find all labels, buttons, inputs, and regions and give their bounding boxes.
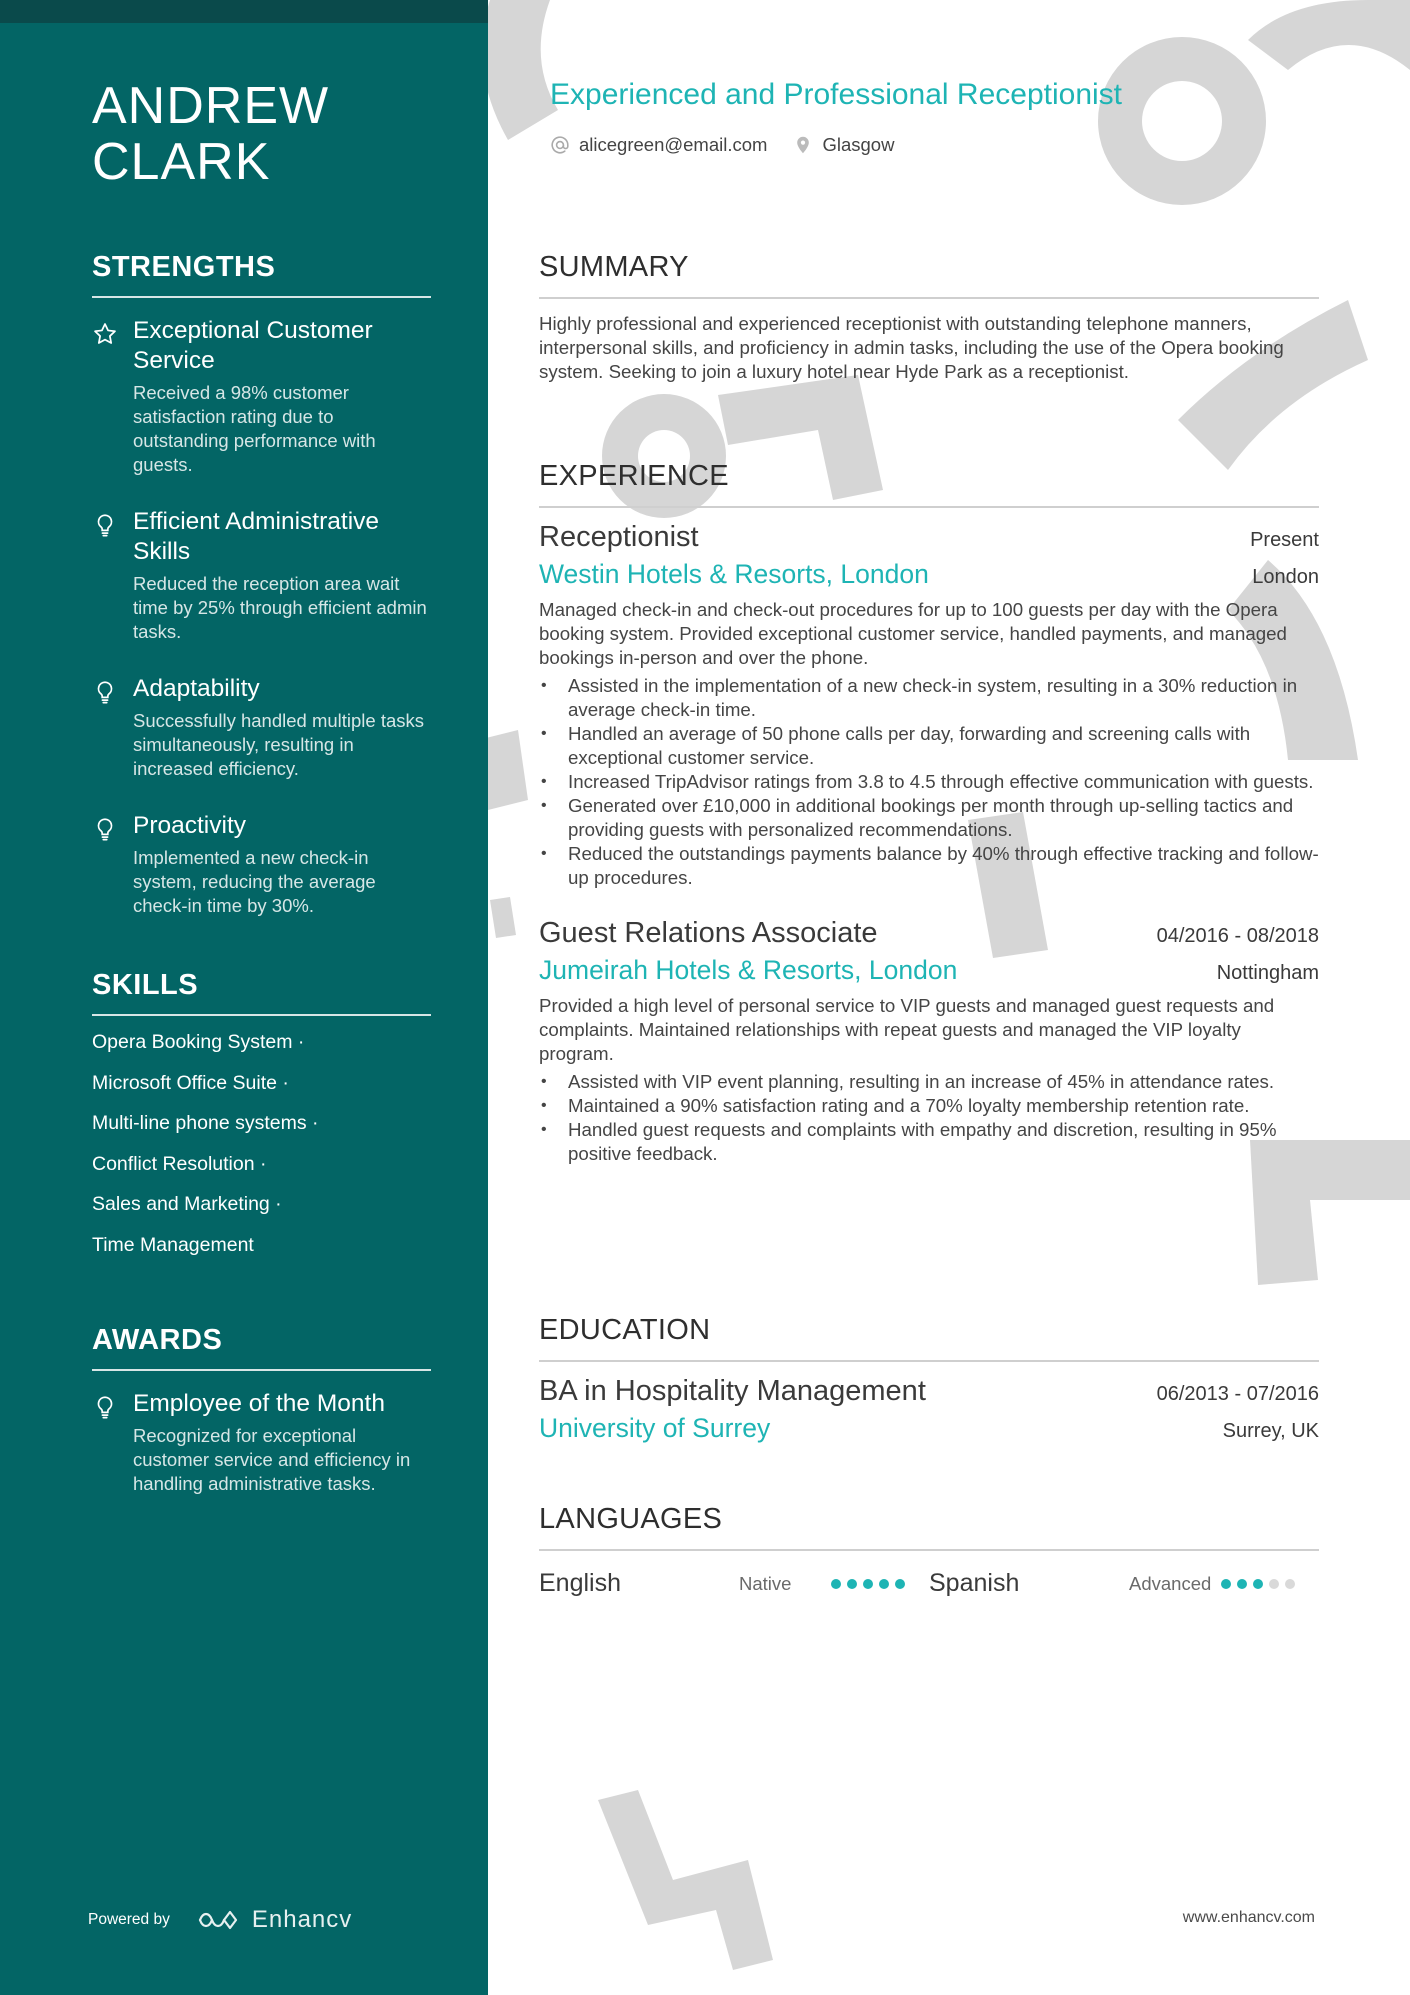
lightbulb-icon <box>92 512 118 538</box>
summary-text: Highly professional and experienced receptionist with outstanding telephone manners, interpersonal skills, and proficiency in admin tasks, including the use of the Opera booking system. Seeking to join a luxury hotel near Hyde Park as a receptionist. <box>539 313 1284 382</box>
deco-shape-hole <box>1142 81 1222 161</box>
skill-item: Microsoft Office Suite · <box>92 1071 289 1094</box>
awards-section <box>92 1323 431 1496</box>
achievement-item: • Increased TripAdvisor ratings from 3.8 to 4.5 through effective communication with guests. <box>539 770 1319 794</box>
strength-description: Successfully handled multiple tasks simultaneously, resulting in increased efficiency. <box>133 710 425 779</box>
location-text: Glasgow <box>822 134 895 155</box>
language-rating <box>1221 1579 1301 1589</box>
achievement-item: • Generated over £10,000 in additional bookings per month through up-selling tactics and providing guests with personalized recommendations. <box>539 794 1319 842</box>
strengths-section <box>92 250 431 918</box>
strength-item <box>92 507 431 644</box>
job-company: Westin Hotels & Resorts, London <box>539 559 929 589</box>
job-achievements <box>539 674 1319 890</box>
sidebar-top-band <box>0 0 488 23</box>
skill-item: Time Management <box>92 1233 254 1256</box>
job-entry <box>539 518 1319 890</box>
achievement-item: • Maintained a 90% satisfaction rating and a 70% loyalty membership retention rate. <box>539 1094 1319 1118</box>
summary-title: SUMMARY <box>539 250 1319 299</box>
deco-shape <box>598 1790 773 1970</box>
rating-dot-filled <box>831 1579 841 1589</box>
deco-shape <box>488 0 558 140</box>
headline: Experienced and Professional Receptionist <box>550 78 1123 111</box>
job-location: London <box>1252 566 1319 588</box>
strength-description: Received a 98% customer satisfaction rating due to outstanding performance with guests. <box>133 382 376 475</box>
strength-title: Exceptional Customer Service <box>133 317 373 374</box>
rating-dot-empty <box>1269 1579 1279 1589</box>
achievement-item: • Assisted in the implementation of a new check-in system, resulting in a 30% reduction in average check-in time. <box>539 674 1319 722</box>
powered-by[interactable] <box>88 1906 352 1934</box>
sidebar <box>0 0 488 1995</box>
language-item <box>929 1569 1319 1598</box>
job-dates: Present <box>1250 529 1319 551</box>
summary-section <box>539 250 1319 384</box>
email-text: alicegreen@email.com <box>579 134 768 155</box>
deco-shape <box>490 897 516 938</box>
education-title: EDUCATION <box>539 1313 1319 1362</box>
language-name: English <box>539 1569 621 1597</box>
strength-item <box>92 811 431 918</box>
skills-title: SKILLS <box>92 968 431 1016</box>
location-pin-icon <box>793 135 813 155</box>
skill-item: Conflict Resolution · <box>92 1152 267 1175</box>
strength-title: Efficient Administrative Skills <box>133 508 380 565</box>
job-achievements <box>539 1070 1319 1166</box>
languages-title: LANGUAGES <box>539 1502 1319 1551</box>
education-dates: 06/2013 - 07/2016 <box>1156 1383 1319 1405</box>
lightbulb-icon <box>92 1394 118 1420</box>
strength-description: Reduced the reception area wait time by 25% through efficient admin tasks. <box>133 573 427 642</box>
skill-item: Sales and Marketing · <box>92 1193 282 1215</box>
job-company: Jumeirah Hotels & Resorts, London <box>539 955 958 985</box>
job-role: Receptionist <box>539 521 699 553</box>
languages-section <box>539 1502 1319 1598</box>
job-entry <box>539 914 1319 1166</box>
job-location: Nottingham <box>1216 962 1319 984</box>
deco-shape <box>488 730 528 810</box>
language-item <box>539 1569 929 1598</box>
rating-dot-filled <box>879 1579 889 1589</box>
job-description: Provided a high level of personal service to VIP guests and managed guest requests and complaints. Maintained relationships with repeat guests and managed the VIP loyalty program. <box>539 995 1275 1064</box>
language-level: Advanced <box>1129 1572 1212 1594</box>
rating-dot-filled <box>863 1579 873 1589</box>
award-title: Employee of the Month <box>133 1390 385 1417</box>
strengths-title: STRENGTHS <box>92 250 431 298</box>
first-name: ANDREW <box>92 77 330 135</box>
star-icon <box>92 321 118 347</box>
award-description: Recognized for exceptional customer service and efficiency in handling administrative tasks. <box>133 1425 411 1494</box>
at-sign-icon <box>550 135 570 155</box>
achievement-item: • Handled an average of 50 phone calls per day, forwarding and screening calls with exceptional customer service. <box>539 722 1319 770</box>
language-rating <box>831 1579 911 1589</box>
rating-dot-filled <box>1237 1579 1247 1589</box>
rating-dot-filled <box>1221 1579 1231 1589</box>
rating-dot-filled <box>895 1579 905 1589</box>
strength-title: Proactivity <box>133 812 247 839</box>
experience-title: EXPERIENCE <box>539 459 1319 508</box>
awards-title: AWARDS <box>92 1323 431 1371</box>
degree: BA in Hospitality Management <box>539 1375 926 1407</box>
contact-email[interactable] <box>550 134 767 156</box>
achievement-item: • Reduced the outstandings payments balance by 40% through effective tracking and follow-up procedures. <box>539 842 1319 890</box>
skill-item: Opera Booking System · <box>92 1031 305 1053</box>
language-name: Spanish <box>929 1569 1020 1597</box>
strength-description: Implemented a new check-in system, reducing the average check-in time by 30%. <box>133 847 376 916</box>
last-name: CLARK <box>92 133 271 191</box>
job-dates: 04/2016 - 08/2018 <box>1156 925 1319 947</box>
education-location: Surrey, UK <box>1222 1420 1319 1442</box>
powered-by-label: Powered by <box>88 1911 170 1928</box>
achievement-item: • Handled guest requests and complaints with empathy and discretion, resulting in 95% positive feedback. <box>539 1118 1319 1166</box>
strength-title: Adaptability <box>133 675 260 702</box>
lightbulb-icon <box>92 816 118 842</box>
languages-row <box>539 1569 1319 1598</box>
job-description: Managed check-in and check-out procedures for up to 100 guests per day with the Opera booking system. Provided exceptional customer service, handled payments, and managed bookings in-person and over the phone. <box>539 599 1287 668</box>
achievement-item: • Assisted with VIP event planning, resulting in an increase of 45% in attendance rates. <box>539 1070 1319 1094</box>
education-entry <box>539 1372 1319 1446</box>
strength-item <box>92 674 431 781</box>
rating-dot-filled <box>1253 1579 1263 1589</box>
lightbulb-icon <box>92 679 118 705</box>
candidate-name <box>92 78 329 190</box>
skills-list <box>92 1030 431 1273</box>
job-role: Guest Relations Associate <box>539 917 878 949</box>
rating-dot-filled <box>847 1579 857 1589</box>
enhancv-logo-icon <box>196 1907 242 1933</box>
skill-item: Multi-line phone systems · <box>92 1112 319 1134</box>
school: University of Surrey <box>539 1413 771 1443</box>
strength-item <box>92 316 431 477</box>
contact-location <box>793 134 894 156</box>
language-level: Native <box>739 1572 792 1594</box>
contact-info <box>550 134 920 156</box>
rating-dot-empty <box>1285 1579 1295 1589</box>
experience-section <box>539 459 1319 1166</box>
website-link[interactable]: www.enhancv.com <box>1182 1909 1315 1926</box>
brand-name: Enhancv <box>251 1906 353 1933</box>
education-section <box>539 1313 1319 1446</box>
skills-section <box>92 968 431 1273</box>
award-item <box>92 1389 431 1496</box>
